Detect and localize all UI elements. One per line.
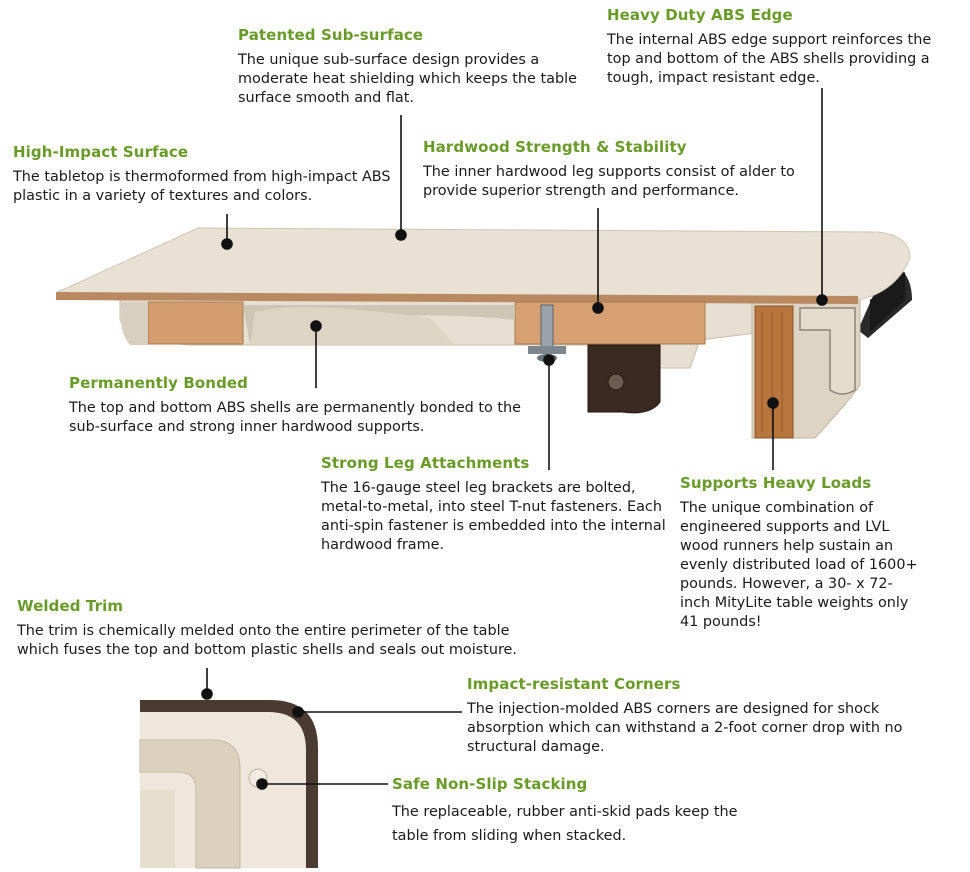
marker-leg [544, 355, 554, 365]
callout-text: The unique sub-surface design provides a moderate heat shielding which keeps the table surface smooth and flat. [238, 52, 577, 106]
marker-patented [396, 230, 406, 240]
marker-high-impact [222, 239, 232, 249]
callout-text: The internal ABS edge support reinforces the top and bottom of the ABS shells providing a tough, impact resistant edge. [607, 32, 932, 86]
callout-permanently-bonded [69, 374, 534, 437]
marker-hardwood [593, 303, 603, 313]
callout-title: Safe Non-Slip Stacking [392, 775, 588, 793]
callout-text: The tabletop is thermoformed from high-impact ABS plastic in a variety of textures and colors. [13, 169, 391, 204]
callout-strong-leg-attachments [321, 454, 666, 555]
callout-safe-non-slip-stacking [392, 775, 757, 848]
callout-title: High-Impact Surface [13, 143, 189, 161]
callout-heavy-duty-abs-edge [607, 6, 942, 88]
callout-impact-resistant-corners [467, 675, 907, 757]
marker-bonded [311, 321, 321, 331]
callout-title: Patented Sub-surface [238, 26, 424, 44]
marker-stacking [257, 779, 267, 789]
callout-text: The injection-molded ABS corners are designed for shock absorption which can withstand a 2-foot corner drop with no structural damage. [467, 701, 903, 755]
marker-corners [293, 707, 303, 717]
callout-title: Permanently Bonded [69, 374, 249, 392]
callout-title: Welded Trim [17, 597, 124, 615]
callout-title: Supports Heavy Loads [680, 474, 872, 492]
callout-title: Heavy Duty ABS Edge [607, 6, 793, 24]
callout-text: The unique combination of engineered supports and LVL wood runners help sustain an evenly distributed load of 1600+ pounds. However, a 30- x 72-inch MityLite table weights only 41 pounds! [680, 500, 918, 630]
marker-welded [202, 689, 212, 699]
callout-high-impact-surface [13, 143, 398, 206]
callout-text: The 16-gauge steel leg brackets are bolted, metal-to-metal, into steel T-nut fasteners. Each anti-spin fastener is embedded into the internal hardwood frame. [321, 480, 666, 553]
callout-title: Impact-resistant Corners [467, 675, 681, 693]
callout-text: The inner hardwood leg supports consist of alder to provide superior strength and performance. [423, 164, 795, 199]
callout-text: The top and bottom ABS shells are permanently bonded to the sub-surface and strong inner hardwood supports. [69, 400, 522, 435]
callout-hardwood-strength [423, 138, 818, 201]
marker-heavy-loads [768, 398, 778, 408]
callout-patented-sub-surface [238, 26, 578, 108]
callout-supports-heavy-loads [680, 474, 920, 632]
callout-title: Strong Leg Attachments [321, 454, 530, 472]
marker-heavy-duty [817, 295, 827, 305]
callout-text: The replaceable, rubber anti-skid pads keep the table from sliding when stacked. [392, 804, 738, 844]
callout-text: The trim is chemically melded onto the entire perimeter of the table which fuses the top and bottom plastic shells and seals out moisture. [17, 623, 517, 658]
callout-title: Hardwood Strength & Stability [423, 138, 687, 156]
callout-welded-trim [17, 597, 517, 660]
